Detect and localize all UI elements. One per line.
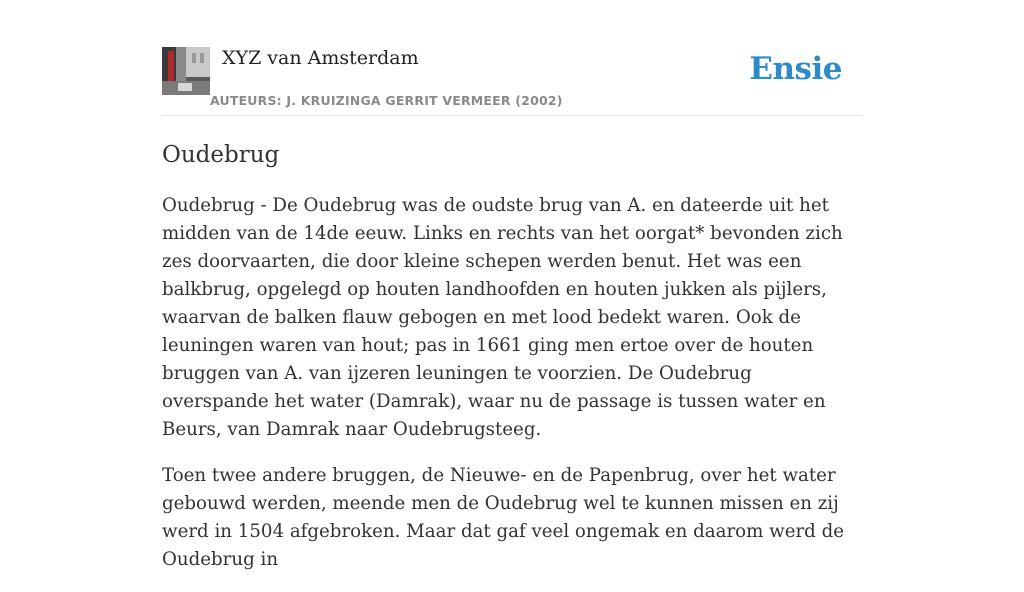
entry-paragraph: Oudebrug - De Oudebrug was de oudste brug van A. en dateerde uit het midden van de 14de eeuw. Links en rechts van het oorgat* bevonden zich zes doorvaarten, die door kleine schepen werden benut. Het was een balkbrug, opgelegd op houten landhoofden en houten jukken als pijlers, waarvan de balken flauw gebogen en met lood bedekt waren. Ook de leuningen waren van hout; pas in 1661 ging men ertoe over de houten bruggen van A. van ijzeren leuningen te voorzien. De Oudebrug overspande het water (Damrak), waar nu de passage is tussen water en Beurs, van Damrak naar Oudebrugsteeg. <box>162 195 843 440</box>
street-photo-icon <box>162 47 210 95</box>
entry-body <box>162 192 864 592</box>
book-cover-avatar[interactable] <box>162 47 210 95</box>
book-authors: AUTEURS: J. KRUIZINGA GERRIT VERMEER (2002) <box>210 93 563 108</box>
book-header <box>162 40 862 116</box>
entry-paragraph: Toen twee andere bruggen, de Nieuwe- en de Papenbrug, over het water gebouwd werden, meende men de Oudebrug wel te kunnen missen en zij werd in 1504 afgebroken. Maar dat gaf veel ongemak en daarom werd de Oudebrug in <box>162 465 844 570</box>
book-title[interactable]: XYZ van Amsterdam <box>222 47 419 69</box>
entry-title: Oudebrug <box>162 142 280 168</box>
ensie-logo[interactable]: Ensie <box>749 51 842 87</box>
